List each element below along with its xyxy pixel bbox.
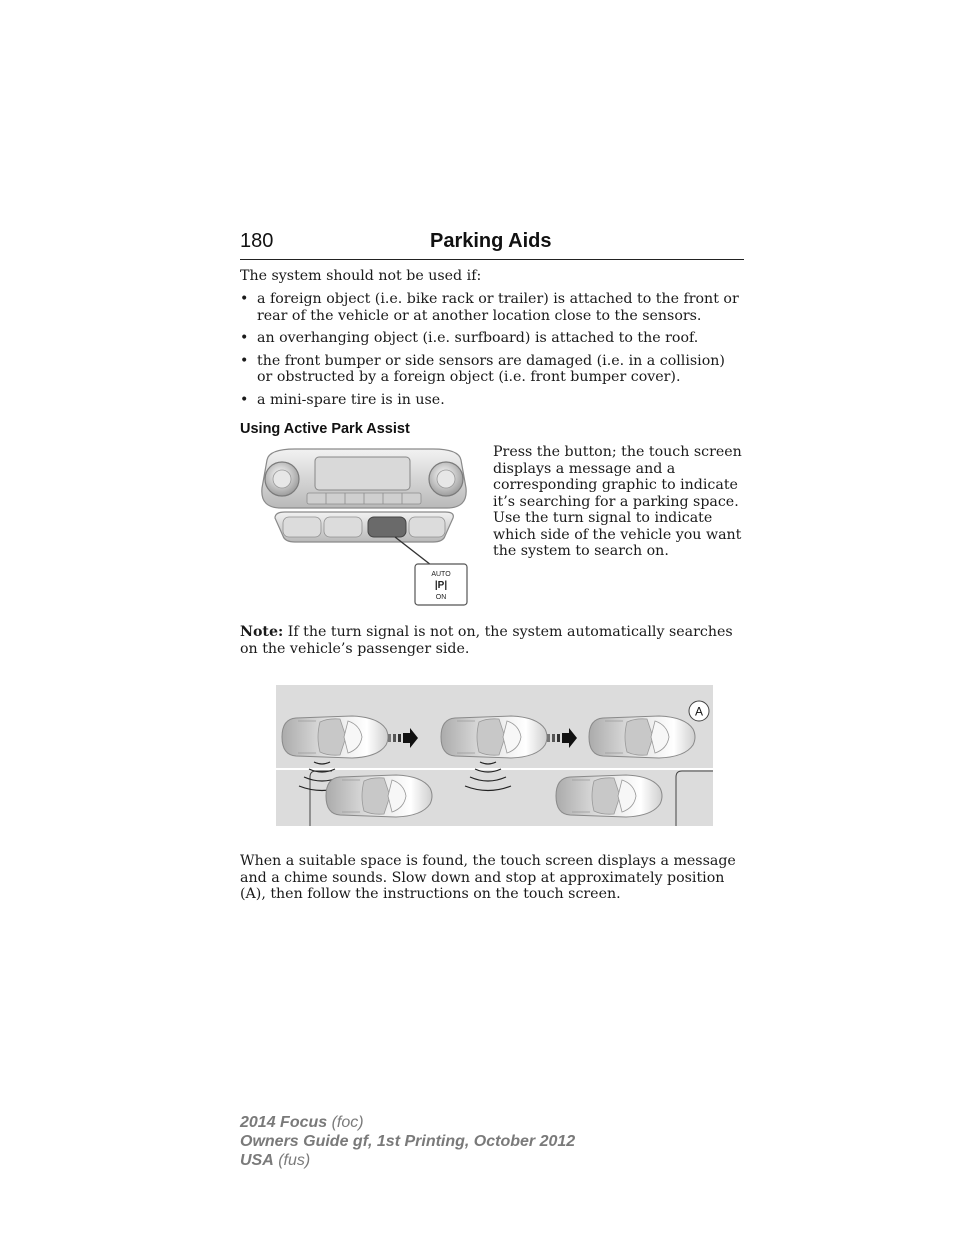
control-panel-illustration [255, 446, 473, 608]
list-item: • a mini-spare tire is in use. [240, 391, 445, 408]
button-label-auto: AUTO [431, 571, 451, 578]
note-text: If the turn signal is not on, the system automatically searches on the vehicle’s passenger side. [240, 624, 733, 657]
bullet-dot: • [240, 352, 249, 369]
parking-search-illustration [276, 685, 713, 826]
footer-region: USA [240, 1152, 274, 1169]
page-footer [240, 1113, 575, 1170]
footer-model-code: (foc) [327, 1114, 364, 1131]
note-label: Note: [240, 624, 284, 640]
subheading: Using Active Park Assist [240, 421, 410, 437]
note-paragraph [240, 624, 744, 657]
page-header [240, 228, 744, 260]
footer-guide: Owners Guide gf, 1st Printing, October 2012 [240, 1133, 576, 1150]
list-item: • the front bumper or side sensors are damaged (i.e. in a collision) or obstructed by a foreign object (i.e. front bumper cover). [240, 352, 725, 385]
intro-text: The system should not be used if: [240, 268, 482, 284]
park-assist-symbol: |P| [434, 580, 448, 591]
button-label-on: ON [435, 594, 447, 601]
bullet-dot: • [240, 391, 249, 408]
space-found-text: When a suitable space is found, the touch screen displays a message and a chime sounds. Slow down and stop at approximately position (A), then follow the instructions on the touch screen. [240, 853, 736, 902]
bullet-list [240, 291, 744, 414]
footer-model: 2014 Focus [240, 1114, 328, 1131]
footer-region-code: (fus) [273, 1152, 311, 1169]
position-a-label: A [694, 704, 704, 719]
list-item: • a foreign object (i.e. bike rack or trailer) is attached to the front or rear of the vehicle or at another location close to the sensors. [240, 291, 739, 324]
press-button-text: Press the button; the touch screen displays a message and a corresponding graphic to indicate it’s searching for a parking space. Use the turn signal to indicate which side of the vehicle you want the system to search on. [493, 444, 742, 559]
bullet-dot: • [240, 291, 249, 307]
page-number: 180 [240, 230, 274, 252]
section-title: Parking Aids [430, 230, 552, 252]
list-item: • an overhanging object (i.e. surfboard) is attached to the roof. [240, 330, 699, 346]
bullet-dot: • [240, 330, 249, 346]
